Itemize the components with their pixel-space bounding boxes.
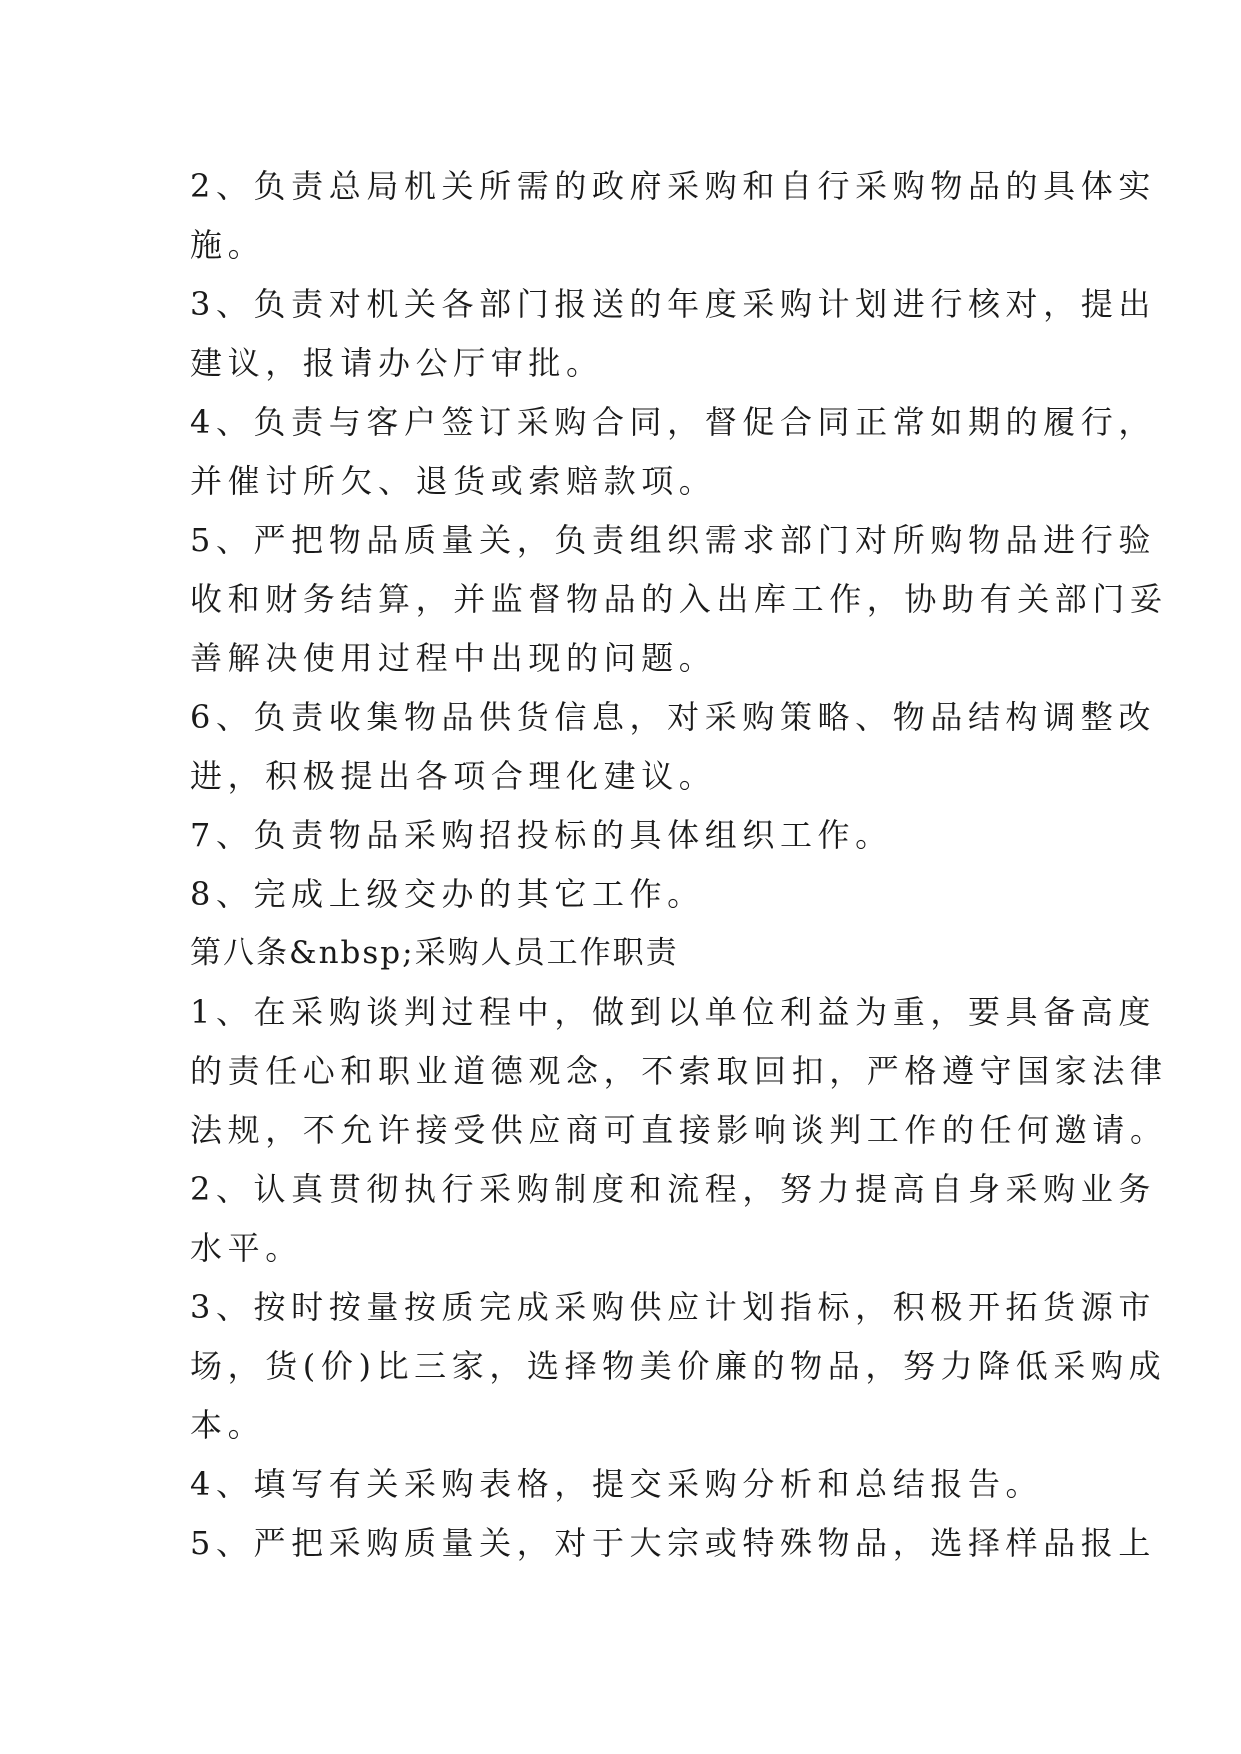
text-line: 3、负责对机关各部门报送的年度采购计划进行核对，提出 xyxy=(190,285,1156,323)
text-line: 7、负责物品采购招投标的具体组织工作。 xyxy=(190,816,893,854)
text-line: 2、负责总局机关所需的政府采购和自行采购物品的具体实 xyxy=(190,167,1156,205)
text-line: 收和财务结算，并监督物品的入出库工作，协助有关部门妥 xyxy=(190,580,1168,618)
section-heading: 第八条&nbsp;采购人员工作职责 xyxy=(190,935,679,971)
text-line: 的责任心和职业道德观念，不索取回扣，严格遵守国家法律 xyxy=(190,1052,1168,1090)
text-line: 6、负责收集物品供货信息，对采购策略、物品结构调整改 xyxy=(190,698,1156,736)
text-line: 本。 xyxy=(190,1406,266,1444)
text-line: 水平。 xyxy=(190,1229,303,1267)
text-line: 4、负责与客户签订采购合同，督促合同正常如期的履行， xyxy=(190,403,1156,441)
text-line: 善解决使用过程中出现的问题。 xyxy=(190,639,717,677)
text-line: 法规，不允许接受供应商可直接影响谈判工作的任何邀请。 xyxy=(190,1111,1168,1149)
text-line: 并催讨所欠、退货或索赔款项。 xyxy=(190,462,717,500)
text-line: 施。 xyxy=(190,226,266,264)
text-line: 3、按时按量按质完成采购供应计划指标，积极开拓货源市 xyxy=(190,1288,1156,1326)
text-line: 5、严把采购质量关，对于大宗或特殊物品，选择样品报上 xyxy=(190,1524,1156,1562)
text-line: 8、完成上级交办的其它工作。 xyxy=(190,875,705,913)
text-line: 进，积极提出各项合理化建议。 xyxy=(190,757,717,795)
text-line: 5、严把物品质量关，负责组织需求部门对所购物品进行验 xyxy=(190,521,1156,559)
text-line: 4、填写有关采购表格，提交采购分析和总结报告。 xyxy=(190,1465,1044,1503)
text-line: 1、在采购谈判过程中，做到以单位利益为重，要具备高度 xyxy=(190,993,1156,1031)
text-line: 建议，报请办公厅审批。 xyxy=(190,344,604,382)
text-line: 场，货(价)比三家，选择物美价廉的物品，努力降低采购成 xyxy=(190,1347,1167,1385)
text-line: 2、认真贯彻执行采购制度和流程，努力提高自身采购业务 xyxy=(190,1170,1156,1208)
